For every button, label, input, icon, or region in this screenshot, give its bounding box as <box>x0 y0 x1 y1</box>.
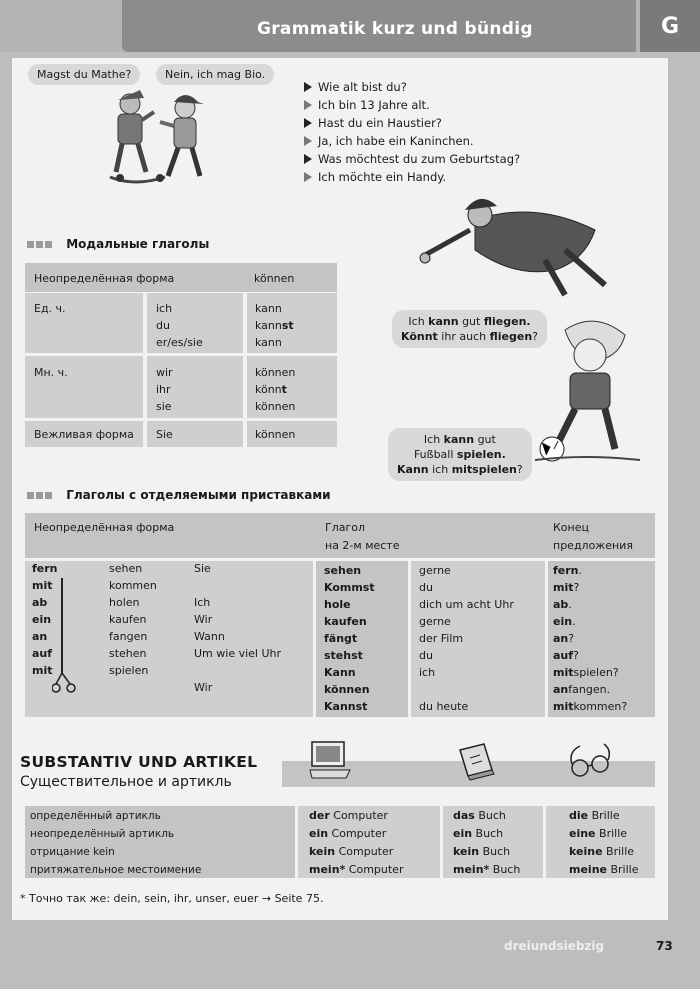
intro-line: Hast du ein Haustier? <box>304 114 520 132</box>
sentence-end-list: fern. mit? ab. ein. an? auf? mitspielen? anfangen. mitkommen? <box>553 564 628 713</box>
modal-verbs-heading: Модальные глаголы <box>27 237 209 251</box>
football-girl-illustration <box>520 315 660 475</box>
speech-bubble-fussball: Ich kann gut Fußball spielen. Kann ich mitspielen? <box>388 428 532 481</box>
triangle-bullet-icon <box>304 172 312 182</box>
row-label: Мн. ч. <box>34 366 68 379</box>
page-number: 73 <box>656 939 673 953</box>
triangle-bullet-icon <box>304 118 312 128</box>
computer-articles: der Computer ein Computer kein Computer mein* Computer <box>309 809 404 876</box>
substantiv-subheading: Существительное и артикль <box>20 774 232 790</box>
triangle-bullet-icon <box>304 82 312 92</box>
verb-form: können <box>255 428 296 441</box>
article-type-list: определённый артикль неопределённый артикль отрицание kein притяжательное местоимение <box>30 810 202 876</box>
prefix-list: fern mit ab ein an auf mit <box>32 562 58 677</box>
speech-bubble-fliegen: Ich kann gut fliegen. Könnt ihr auch fliegen? <box>392 310 547 348</box>
column-header: können <box>254 272 295 285</box>
glasses-icon <box>566 742 616 780</box>
pronoun-list: wir ihr sie <box>156 366 173 413</box>
square-bullet-icon <box>27 492 34 499</box>
verb-forms: kann kannst kann <box>255 302 294 349</box>
footnote: * Точно так же: dein, sein, ihr, unser, euer → Seite 75. <box>20 892 324 905</box>
column-header: Глагол на 2-м месте <box>325 521 400 552</box>
subject-list: Sie Ich Wir Wann Um wie viel Uhr Wir <box>194 562 282 694</box>
object-list: gerne du dich um acht Uhr gerne der Film du ich du heute <box>419 564 514 713</box>
page-title: Grammatik kurz und bündig <box>257 19 533 39</box>
intro-line: Ich bin 13 Jahre alt. <box>304 96 520 114</box>
separable-verbs-heading: Глаголы с отделяемыми приставками <box>27 488 331 502</box>
computer-icon <box>308 740 354 782</box>
intro-dialogue <box>304 78 520 186</box>
column-header: Неопределённая форма <box>34 272 175 285</box>
page-number-word: dreiundsiebzig <box>504 939 605 953</box>
square-bullet-icon <box>45 492 52 499</box>
square-bullet-icon <box>27 241 34 248</box>
pronoun: Sie <box>156 428 173 441</box>
speech-bubble-bio: Nein, ich mag Bio. <box>156 64 274 85</box>
conjugated-verb-list: sehen Kommst hole kaufen fängt stehst Kann können Kannst <box>324 564 375 713</box>
kids-illustration <box>90 82 230 197</box>
triangle-bullet-icon <box>304 100 312 110</box>
section-letter-badge: G <box>640 0 700 52</box>
intro-line: Ja, ich habe ein Kaninchen. <box>304 132 520 150</box>
triangle-bullet-icon <box>304 154 312 164</box>
square-bullet-icon <box>45 241 52 248</box>
glasses-articles: die Brille eine Brille keine Brille meine Brille <box>569 809 639 876</box>
square-bullet-icon <box>36 241 43 248</box>
intro-line: Wie alt bist du? <box>304 78 520 96</box>
intro-line: Ich möchte ein Handy. <box>304 168 520 186</box>
intro-line: Was möchtest du zum Geburtstag? <box>304 150 520 168</box>
scissors-icon <box>52 578 82 698</box>
speech-bubble-mathe: Magst du Mathe? <box>28 64 140 85</box>
stem-list: sehen kommen holen kaufen fangen stehen spielen <box>109 562 157 677</box>
flying-boy-illustration <box>415 190 630 300</box>
triangle-bullet-icon <box>304 136 312 146</box>
column-header: Неопределённая форма <box>34 521 175 534</box>
verb-forms: können könnt können <box>255 366 296 413</box>
row-label: Ед. ч. <box>34 302 66 315</box>
square-bullet-icon <box>36 492 43 499</box>
substantiv-heading: SUBSTANTIV UND ARTIKEL <box>20 753 258 771</box>
book-articles: das Buch ein Buch kein Buch mein* Buch <box>453 809 521 876</box>
column-header: Конец предложения <box>553 521 633 552</box>
book-icon <box>454 740 498 782</box>
pronoun-list: ich du er/es/sie <box>156 302 203 349</box>
row-label: Вежливая форма <box>34 428 134 441</box>
